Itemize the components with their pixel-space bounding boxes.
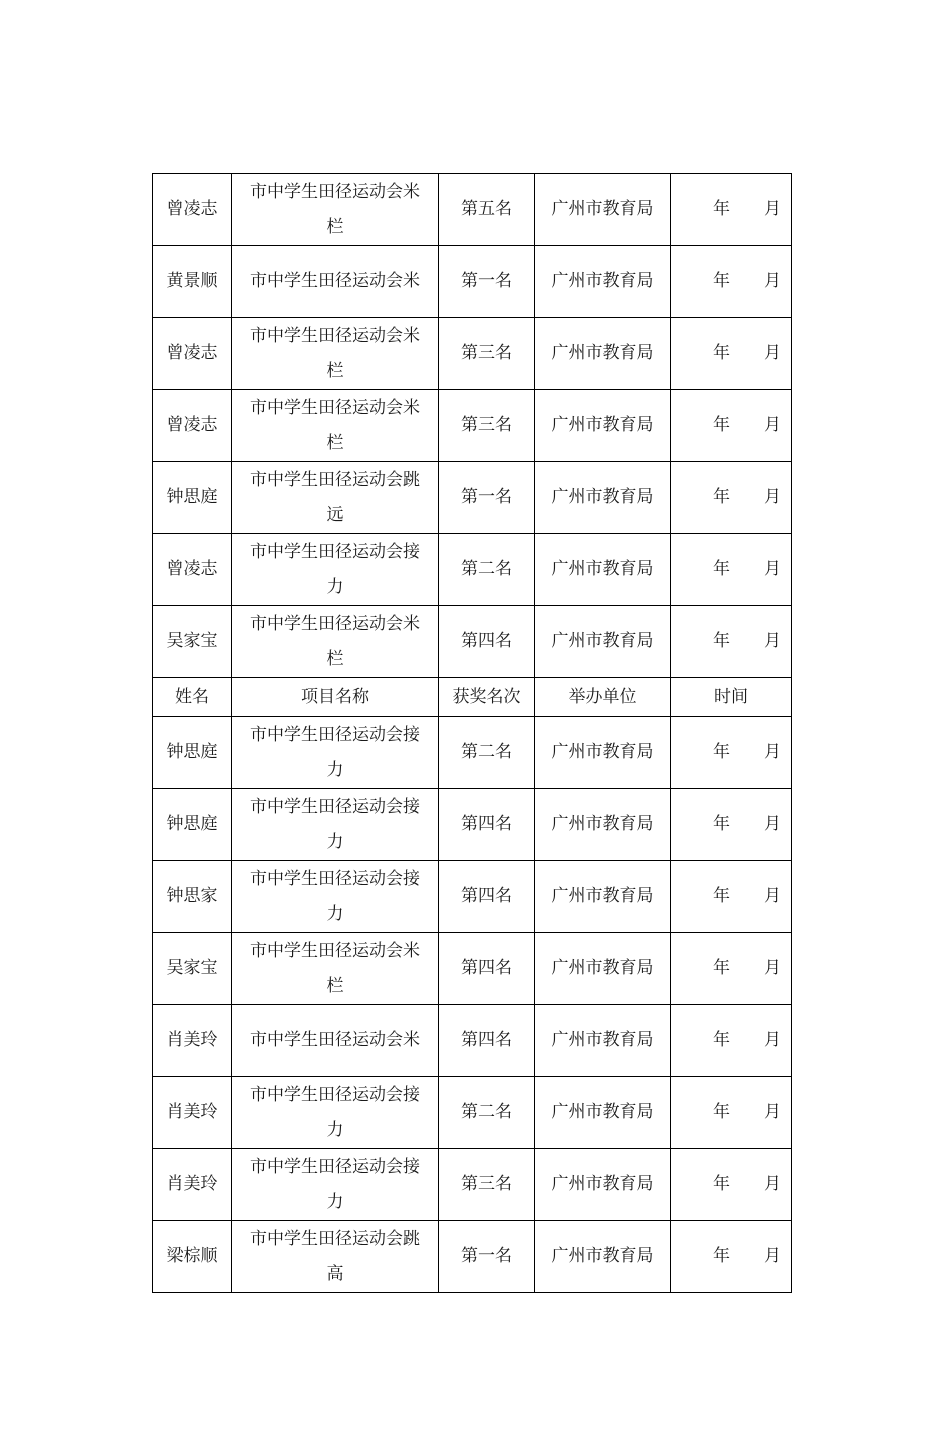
cell-event bbox=[232, 246, 439, 318]
table-row bbox=[153, 390, 792, 462]
cell-name: 曾凌志 bbox=[153, 318, 232, 390]
time-year: 年 bbox=[713, 886, 730, 906]
event-text: 市中学生田径运动会接力 bbox=[250, 541, 420, 597]
table-row bbox=[153, 717, 792, 789]
time-month: 月 bbox=[764, 415, 781, 435]
cell-event bbox=[232, 534, 439, 606]
cell-time bbox=[671, 717, 792, 789]
event-text: 市中学生田径运动会接力 bbox=[250, 1084, 420, 1140]
time-month: 月 bbox=[764, 814, 781, 834]
time-month: 月 bbox=[764, 1102, 781, 1122]
cell-event bbox=[232, 462, 439, 534]
cell-rank: 第四名 bbox=[439, 933, 535, 1005]
table-row bbox=[153, 933, 792, 1005]
table-row bbox=[153, 174, 792, 246]
time-year: 年 bbox=[713, 1102, 730, 1122]
table-row bbox=[153, 534, 792, 606]
event-text: 市中学生田径运动会跳远 bbox=[250, 469, 420, 525]
event-text: 市中学生田径运动会接力 bbox=[250, 1156, 420, 1212]
cell-name: 肖美玲 bbox=[153, 1005, 232, 1077]
cell-time bbox=[671, 1149, 792, 1221]
cell-rank: 第一名 bbox=[439, 246, 535, 318]
cell-time bbox=[671, 246, 792, 318]
event-text: 市中学生田径运动会米栏 bbox=[250, 325, 420, 381]
table-row bbox=[153, 1221, 792, 1293]
cell-organizer: 广州市教育局 bbox=[535, 1005, 671, 1077]
table-body-upper bbox=[153, 174, 792, 678]
cell-time bbox=[671, 861, 792, 933]
cell-name: 吴家宝 bbox=[153, 606, 232, 678]
cell-name: 曾凌志 bbox=[153, 174, 232, 246]
table-row bbox=[153, 318, 792, 390]
cell-organizer: 广州市教育局 bbox=[535, 1221, 671, 1293]
cell-rank: 第四名 bbox=[439, 1005, 535, 1077]
event-text: 市中学生田径运动会米栏 bbox=[250, 181, 420, 237]
table-row bbox=[153, 1077, 792, 1149]
event-text: 市中学生田径运动会米 bbox=[250, 271, 420, 291]
cell-time bbox=[671, 606, 792, 678]
time-year: 年 bbox=[713, 343, 730, 363]
cell-organizer: 广州市教育局 bbox=[535, 861, 671, 933]
time-year: 年 bbox=[713, 814, 730, 834]
cell-organizer: 广州市教育局 bbox=[535, 534, 671, 606]
time-year: 年 bbox=[713, 487, 730, 507]
cell-name: 梁棕顺 bbox=[153, 1221, 232, 1293]
cell-name: 钟思庭 bbox=[153, 789, 232, 861]
cell-rank: 第二名 bbox=[439, 1077, 535, 1149]
cell-event bbox=[232, 717, 439, 789]
header-row bbox=[153, 678, 792, 717]
cell-event bbox=[232, 606, 439, 678]
cell-name: 钟思庭 bbox=[153, 462, 232, 534]
event-text: 市中学生田径运动会米栏 bbox=[250, 613, 420, 669]
cell-rank: 第三名 bbox=[439, 390, 535, 462]
cell-organizer: 广州市教育局 bbox=[535, 789, 671, 861]
event-text: 市中学生田径运动会米栏 bbox=[250, 940, 420, 996]
event-text: 市中学生田径运动会跳高 bbox=[250, 1228, 420, 1284]
cell-rank: 第四名 bbox=[439, 606, 535, 678]
time-month: 月 bbox=[764, 1174, 781, 1194]
cell-event bbox=[232, 1221, 439, 1293]
cell-event bbox=[232, 318, 439, 390]
cell-name: 肖美玲 bbox=[153, 1149, 232, 1221]
time-month: 月 bbox=[764, 886, 781, 906]
cell-event bbox=[232, 174, 439, 246]
cell-rank: 第二名 bbox=[439, 717, 535, 789]
time-year: 年 bbox=[713, 1246, 730, 1266]
time-year: 年 bbox=[713, 271, 730, 291]
cell-organizer: 广州市教育局 bbox=[535, 717, 671, 789]
cell-rank: 第一名 bbox=[439, 462, 535, 534]
cell-time bbox=[671, 1077, 792, 1149]
cell-organizer: 广州市教育局 bbox=[535, 246, 671, 318]
time-year: 年 bbox=[713, 559, 730, 579]
cell-event bbox=[232, 861, 439, 933]
cell-organizer: 广州市教育局 bbox=[535, 933, 671, 1005]
cell-event bbox=[232, 789, 439, 861]
cell-event bbox=[232, 1005, 439, 1077]
cell-time bbox=[671, 789, 792, 861]
header-time: 时间 bbox=[671, 678, 792, 717]
time-year: 年 bbox=[713, 1030, 730, 1050]
cell-name: 黄景顺 bbox=[153, 246, 232, 318]
cell-name: 曾凌志 bbox=[153, 534, 232, 606]
time-year: 年 bbox=[713, 631, 730, 651]
table-row bbox=[153, 462, 792, 534]
time-year: 年 bbox=[713, 958, 730, 978]
cell-name: 钟思庭 bbox=[153, 717, 232, 789]
time-month: 月 bbox=[764, 343, 781, 363]
cell-rank: 第五名 bbox=[439, 174, 535, 246]
event-text: 市中学生田径运动会米栏 bbox=[250, 397, 420, 453]
award-table bbox=[152, 173, 792, 1293]
cell-organizer: 广州市教育局 bbox=[535, 606, 671, 678]
time-month: 月 bbox=[764, 1030, 781, 1050]
cell-time bbox=[671, 462, 792, 534]
cell-time bbox=[671, 534, 792, 606]
cell-time bbox=[671, 1005, 792, 1077]
event-text: 市中学生田径运动会接力 bbox=[250, 796, 420, 852]
time-month: 月 bbox=[764, 271, 781, 291]
header-rank: 获奖名次 bbox=[439, 678, 535, 717]
cell-time bbox=[671, 1221, 792, 1293]
table-row bbox=[153, 246, 792, 318]
cell-name: 曾凌志 bbox=[153, 390, 232, 462]
cell-time bbox=[671, 390, 792, 462]
cell-organizer: 广州市教育局 bbox=[535, 462, 671, 534]
event-text: 市中学生田径运动会米 bbox=[250, 1030, 420, 1050]
time-month: 月 bbox=[764, 742, 781, 762]
event-text: 市中学生田径运动会接力 bbox=[250, 868, 420, 924]
header-event: 项目名称 bbox=[232, 678, 439, 717]
cell-organizer: 广州市教育局 bbox=[535, 318, 671, 390]
cell-event bbox=[232, 390, 439, 462]
cell-time bbox=[671, 174, 792, 246]
time-month: 月 bbox=[764, 958, 781, 978]
header-organizer: 举办单位 bbox=[535, 678, 671, 717]
time-year: 年 bbox=[713, 742, 730, 762]
cell-organizer: 广州市教育局 bbox=[535, 1149, 671, 1221]
time-month: 月 bbox=[764, 1246, 781, 1266]
event-text: 市中学生田径运动会接力 bbox=[250, 724, 420, 780]
cell-rank: 第三名 bbox=[439, 318, 535, 390]
table-row bbox=[153, 606, 792, 678]
table-row bbox=[153, 1149, 792, 1221]
cell-event bbox=[232, 1149, 439, 1221]
time-month: 月 bbox=[764, 559, 781, 579]
cell-organizer: 广州市教育局 bbox=[535, 390, 671, 462]
cell-name: 吴家宝 bbox=[153, 933, 232, 1005]
cell-rank: 第四名 bbox=[439, 861, 535, 933]
cell-rank: 第二名 bbox=[439, 534, 535, 606]
cell-time bbox=[671, 318, 792, 390]
cell-rank: 第一名 bbox=[439, 1221, 535, 1293]
time-year: 年 bbox=[713, 199, 730, 219]
time-month: 月 bbox=[764, 487, 781, 507]
time-year: 年 bbox=[713, 1174, 730, 1194]
time-month: 月 bbox=[764, 199, 781, 219]
cell-name: 钟思家 bbox=[153, 861, 232, 933]
cell-name: 肖美玲 bbox=[153, 1077, 232, 1149]
cell-event bbox=[232, 933, 439, 1005]
time-year: 年 bbox=[713, 415, 730, 435]
time-month: 月 bbox=[764, 631, 781, 651]
table-row bbox=[153, 789, 792, 861]
cell-organizer: 广州市教育局 bbox=[535, 1077, 671, 1149]
table-body-lower bbox=[153, 717, 792, 1293]
table-header-section bbox=[153, 678, 792, 717]
cell-event bbox=[232, 1077, 439, 1149]
table-row bbox=[153, 1005, 792, 1077]
cell-organizer: 广州市教育局 bbox=[535, 174, 671, 246]
header-name: 姓名 bbox=[153, 678, 232, 717]
table-row bbox=[153, 861, 792, 933]
cell-rank: 第四名 bbox=[439, 789, 535, 861]
cell-time bbox=[671, 933, 792, 1005]
cell-rank: 第三名 bbox=[439, 1149, 535, 1221]
